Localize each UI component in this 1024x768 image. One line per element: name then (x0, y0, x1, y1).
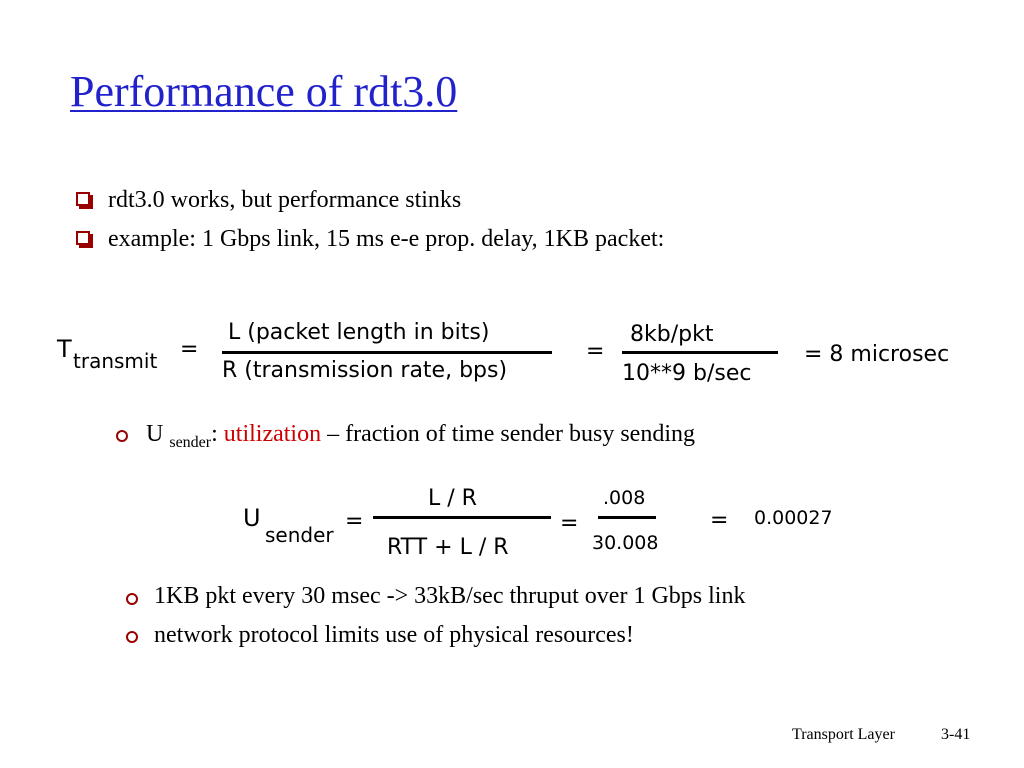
equals-sign: = (586, 339, 605, 364)
fraction-numerator: L (packet length in bits) (228, 320, 490, 345)
fraction-bar (373, 516, 551, 519)
fraction-denominator: R (transmission rate, bps) (222, 358, 508, 383)
formula-subscript-sender: sender (265, 523, 334, 547)
fraction-bar (622, 351, 778, 354)
square-bullet-icon (76, 192, 90, 206)
circle-bullet-icon (126, 593, 138, 605)
sub-bullet-item: 1KB pkt every 30 msec -> 33kB/sec thruput over 1 Gbps link (154, 583, 746, 609)
equals-sign: = (345, 509, 364, 534)
utilization-term: utilization (223, 421, 322, 447)
fraction-numerator: L / R (428, 486, 477, 511)
utilization-subscript: sender (169, 434, 212, 451)
utilization-colon: : (211, 421, 218, 447)
formula-result: 0.00027 (754, 507, 833, 529)
formula-symbol-u: U (243, 504, 261, 532)
utilization-symbol: U (146, 421, 164, 447)
footer-page-number: 3-41 (941, 726, 971, 743)
slide-title: Performance of rdt3.0 (70, 67, 458, 116)
circle-bullet-icon (116, 430, 128, 442)
formula-symbol-t: T (57, 335, 72, 363)
sub-bullet-item: network protocol limits use of physical resources! (154, 622, 634, 648)
fraction-bar (598, 516, 656, 519)
bullet-item: example: 1 Gbps link, 15 ms e-e prop. delay, 1KB packet: (108, 226, 665, 252)
footer-chapter: Transport Layer (792, 726, 895, 743)
utilization-description: – fraction of time sender busy sending (327, 421, 696, 447)
fraction-numerator: .008 (603, 487, 646, 509)
square-bullet-icon (76, 231, 90, 245)
equals-sign: = (560, 511, 579, 536)
fraction-numerator: 8kb/pkt (630, 322, 714, 347)
circle-bullet-icon (126, 631, 138, 643)
equals-sign: = (180, 337, 199, 362)
formula-result: = 8 microsec (804, 342, 950, 367)
bullet-item: rdt3.0 works, but performance stinks (108, 187, 462, 213)
utilization-definition (146, 419, 695, 452)
fraction-bar (222, 351, 552, 354)
equals-sign: = (710, 508, 729, 533)
fraction-denominator: 30.008 (592, 532, 659, 554)
fraction-denominator: 10**9 b/sec (622, 361, 752, 386)
formula-subscript-transmit: transmit (73, 349, 158, 373)
fraction-denominator: RTT + L / R (387, 535, 509, 560)
